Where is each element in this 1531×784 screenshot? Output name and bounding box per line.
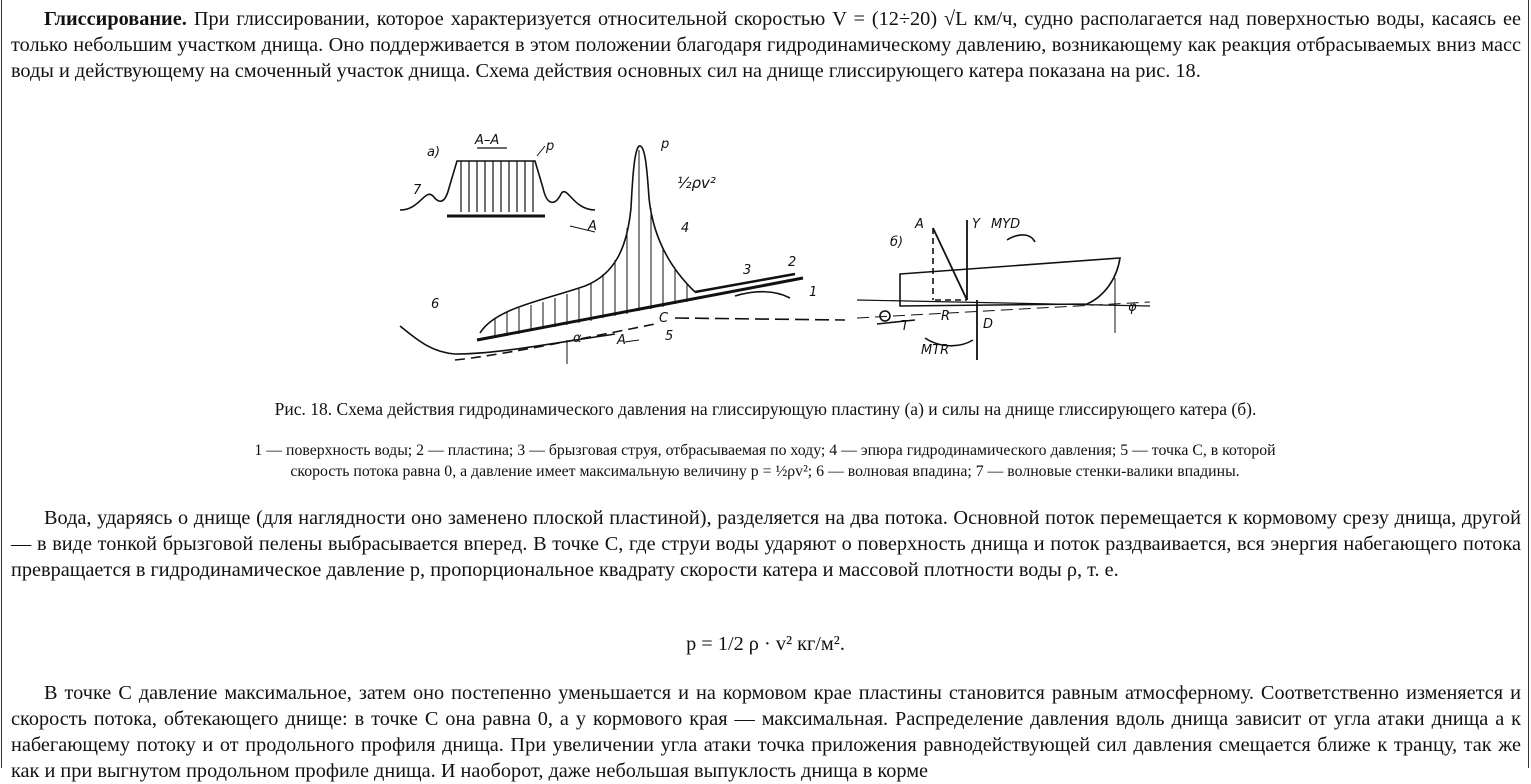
fig-label-phi: φ [1128, 300, 1137, 315]
fig-label-p-main: p [661, 137, 670, 152]
fig-label-2: 2 [788, 255, 797, 270]
fig-label-1: 1 [809, 285, 818, 300]
figure-18 [395, 128, 1155, 368]
fig-label-force-A: A [915, 217, 924, 232]
fig-label-MYD: MYD [991, 217, 1021, 232]
fig-label-A2: A [617, 333, 626, 348]
fig-label-7: 7 [413, 183, 422, 198]
body-paragraph-3 [11, 680, 1521, 784]
section-pressure-arrows [461, 161, 533, 212]
fig-label-Y: Y [972, 217, 980, 232]
legend-line-1: 1 — поверхность воды; 2 — пластина; 3 — брызговая струя, отбрасываемая по ходу; 4 — эпюра гидродинамического давления; 5 — точка C, в которой [254, 442, 1276, 459]
legend-line-2: скорость потока равна 0, а давление имеет максимальную величину p = ½ρv²; 6 — волновая впадина; 7 — волновые стенки-валики впадины. [290, 463, 1240, 480]
fig-label-section: А–А [475, 133, 500, 148]
fig-label-MTR: MTR [921, 343, 950, 358]
fig-label-a: а) [427, 145, 441, 160]
body-paragraph-3-text: В точке C давление максимальное, затем оно постепенно уменьшается и на кормовом крае пластины становится равным атмосферному. Соответственно изменяется и скорость потока, обтекающего днище: в точке C она равна 0, а у кормового края — максимальная. Распределение давления вдоль днища зависит от угла атаки днища а к набегающему потоку и от продольного профиля днища. При увеличении угла атаки точка приложения равнодействующей сил давления смещается ближе к транцу, так же как и при выгнутом продольном профиле днища. И наоборот, даже небольшая выпуклость днища в корме [11, 682, 1521, 782]
pressure-formula: p = 1/2 ρ · v² кг/м². [686, 633, 845, 655]
fig-label-3: 3 [743, 263, 752, 278]
fig-label-A1: A [588, 219, 597, 234]
pressure-arrows [495, 150, 690, 338]
fig-label-p-top: p [546, 139, 555, 154]
fig-label-C: C [659, 311, 669, 326]
body-paragraph-2 [11, 505, 1521, 583]
intro-paragraph [11, 6, 1521, 84]
intro-text: При глиссировании, которое характеризуется относительной скоростью V = (12÷20) √L км/ч, судно располагается над поверхностью воды, касаясь ее только небольшим участком днища. Оно поддерживается в этом положении благодаря гидродинамическому давлению, возникающему как реакция отбрасываемых вниз масс воды и действующему на смоченный участок днища. Схема действия основных сил на днище глиссирующего катера показана на рис. 18. [11, 8, 1521, 82]
intro-title: Глиссирование. [44, 8, 187, 30]
fig-label-5: 5 [665, 329, 674, 344]
fig-label-formula: ½ρv² [677, 174, 716, 192]
fig-label-b: б) [890, 235, 904, 250]
fig-label-6: 6 [431, 297, 440, 312]
fig-label-D: D [983, 317, 994, 332]
fig-label-4: 4 [681, 221, 690, 236]
figure-caption: Рис. 18. Схема действия гидродинамического давления на глиссирующую пластину (а) и силы на днище глиссирующего катера (б). [274, 399, 1257, 419]
plate-diagram [400, 146, 845, 364]
fig-label-T: T [901, 319, 909, 334]
fig-label-alpha: α [573, 331, 582, 346]
body-paragraph-2-text: Вода, ударяясь о днище (для наглядности оно заменено плоской пластиной), разделяется на два потока. Основной поток перемещается к кормовому срезу днища, другой — в виде тонкой брызговой пелены выбрасывается вперед. В точке C, где струи воды ударяют о поверхность днища и поток раздваивается, вся энергия набегающего потока превращается в гидродинамическое давление p, пропорциональное квадрату скорости катера и массовой плотности воды ρ, т. е. [11, 507, 1521, 581]
fig-label-R: R [941, 309, 951, 324]
